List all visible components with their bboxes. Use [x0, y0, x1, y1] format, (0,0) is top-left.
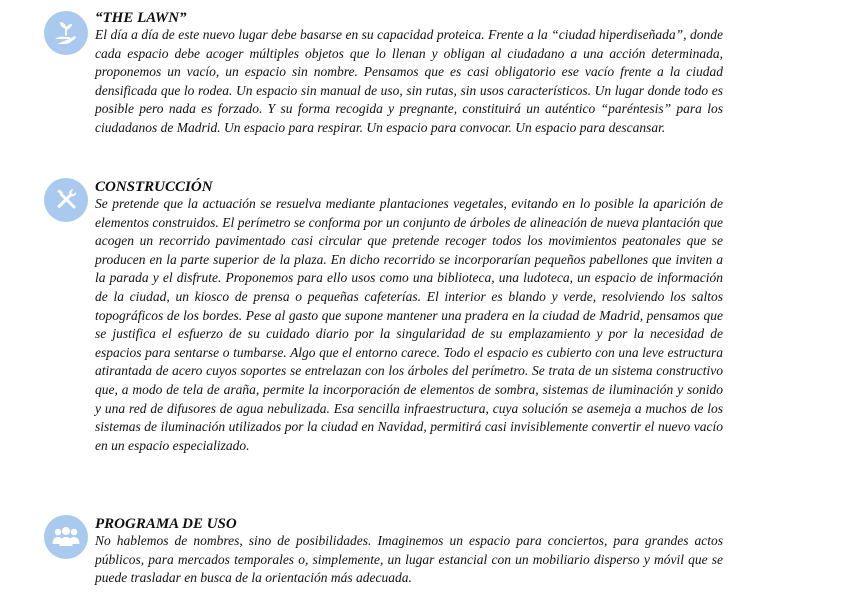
section-body: Se pretende que la actuación se resuelva mediante plantaciones vegetales, evitando en lo posible la aparición de elementos construidos. El perímetro se conforma por un conjunto de árboles de alineación de nueva plantación que acogen un recorrido pavimentado casi circular que pretende recoger todos los movimientos peatonales que se producen en la parte superior de la plaza. En dicho recorrido se incorporarían pequeños pabellones que inviten a la parada y el disfrute. Proponemos para ello usos como una biblioteca, una ludoteca, un espacio de información de la ciudad, un kiosco de prensa o pequeñas cafeterías. El interior es blando y verde, resolviendo los saltos topográficos de los bordes. Pese al gasto que supone mantener una pradera en la ciudad de Madrid, pensamos que se justifica el esfuerzo de su cuidado diario por la singularidad de su emplazamiento y por la necesidad de espacios para sentarse o tumbarse. Algo que el entorno carece. Todo el espacio es cubierto con una leve estructura atirantada de acero cuyos soportes se entrelazan con los árboles del perímetro. Se trata de un sistema constructivo que, a modo de tela de araña, permite la incorporación de elementos de sombra, sistemas de iluminación y sonido y una red de difusores de agua nebulizada. Esa sencilla infraestructura, cuya solución se asemeja a muchos de los sistemas de iluminación utilizados por la ciudad en Navidad, permitirá casi invisiblemente convertir el nuevo vacío en un espacio especializado. — [95, 196, 723, 453]
section-heading: CONSTRUCCIÓN — [95, 179, 213, 195]
tools-icon — [44, 178, 88, 222]
section-body: No hablemos de nombres, sino de posibilidades. Imaginemos un espacio para conciertos, para grandes actos públicos, para mercados temporales o, simplemente, un lugar estancial con un mobiliario disperso y móvil que se puede trasladar en busca de la orientación más adecuada. — [95, 533, 723, 586]
section-heading: PROGRAMA DE USO — [95, 516, 237, 532]
people-group-icon — [44, 515, 88, 559]
hand-plant-icon — [44, 11, 88, 55]
section-heading: “THE LAWN” — [95, 10, 187, 26]
section-body: El día a día de este nuevo lugar debe basarse en su capacidad proteica. Frente a la “ciudad hiperdiseñada”, donde cada espacio debe acoger múltiples objetos que lo llenan y obligan al ciudadano a una acción determinada, proponemos un vacío, un espacio sin nombre. Pensamos que es casi obligatorio ese vacío frente a la ciudad densificada que lo rodea. Un espacio sin manual de uso, sin rutas, sin usos característicos. Un lugar donde todo es posible pero nada es forzado. Y su forma recogida y pregnante, constituirá un auténtico “paréntesis” para los ciudadanos de Madrid. Un espacio para respirar. Un espacio para convocar. Un espacio para descansar. — [95, 27, 723, 135]
